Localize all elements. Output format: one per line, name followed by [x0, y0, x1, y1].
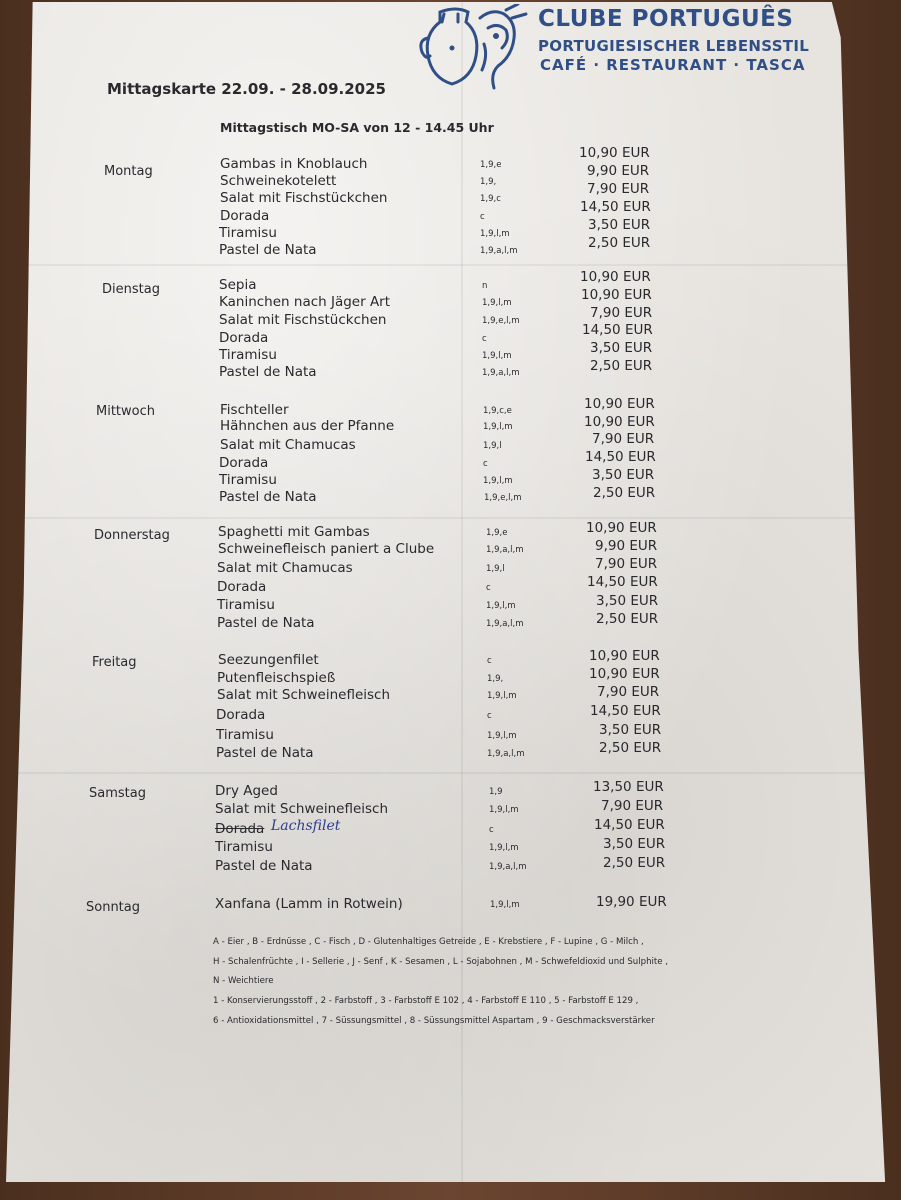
additive-legend-line: 1 - Konservierungsstoff , 2 - Farbstoff , 3 - Farbstoff E 102 , 4 - Farbstoff E 110 , 5 - Farbstoff E 129 , — [213, 996, 639, 1006]
dish-name: Sepia — [219, 277, 257, 293]
dish-name: Schweinekotelett — [220, 173, 337, 189]
brand-services: CAFÉ · RESTAURANT · TASCA — [540, 56, 806, 74]
dish-price: 7,90 EUR — [595, 556, 658, 572]
allergen-codes: 1,9,e — [480, 160, 502, 170]
allergen-codes: c — [482, 334, 487, 344]
dish-name: Tiramisu — [219, 225, 277, 241]
dish-name: Schweinefleisch paniert a Clube — [218, 541, 435, 557]
dish-name: Dorada — [219, 455, 269, 471]
allergen-codes: 1,9,l,m — [480, 229, 510, 239]
allergen-codes: 1,9,a,l,m — [486, 545, 524, 555]
dish-price: 7,90 EUR — [592, 431, 655, 447]
dish-price: 14,50 EUR — [594, 817, 665, 833]
allergen-codes: 1,9,e,l,m — [482, 316, 520, 326]
dish-price: 10,90 EUR — [584, 414, 655, 430]
dish-price: 9,90 EUR — [587, 163, 650, 179]
allergen-codes: 1,9 — [489, 787, 503, 797]
dish-price: 14,50 EUR — [582, 322, 653, 338]
dish-name-struck: Dorada — [215, 821, 265, 837]
allergen-codes: 1,9,l,m — [483, 422, 513, 432]
day-label: Freitag — [92, 655, 137, 670]
dish-price: 2,50 EUR — [596, 611, 659, 627]
dish-price: 14,50 EUR — [590, 703, 661, 719]
allergen-codes: 1,9,a,l,m — [489, 862, 527, 872]
allergen-codes: 1,9,l,m — [482, 351, 512, 361]
dish-name: Tiramisu — [219, 472, 277, 488]
dish-name: Tiramisu — [217, 597, 275, 613]
dish-name: Salat mit Schweinefleisch — [215, 801, 389, 817]
jug-and-cork-logo-icon — [418, 4, 530, 92]
dish-price: 9,90 EUR — [595, 538, 658, 554]
dish-name: Salat mit Fischstückchen — [219, 312, 387, 328]
dish-price: 19,90 EUR — [596, 894, 667, 910]
dish-price: 7,90 EUR — [587, 181, 650, 197]
dish-name: Pastel de Nata — [219, 364, 317, 380]
dish-name: Tiramisu — [219, 347, 277, 363]
dish-price: 2,50 EUR — [593, 485, 656, 501]
dish-price: 10,90 EUR — [579, 145, 650, 161]
allergen-codes: c — [486, 583, 491, 593]
day-label: Donnerstag — [94, 528, 170, 543]
dish-price: 13,50 EUR — [593, 779, 664, 795]
dish-name: Pastel de Nata — [219, 242, 317, 258]
dish-name: Dorada — [219, 330, 269, 346]
dish-name: Spaghetti mit Gambas — [218, 524, 370, 540]
dish-name: Dry Aged — [215, 783, 278, 799]
dish-price: 2,50 EUR — [590, 358, 653, 374]
dish-name: Fischteller — [220, 402, 289, 418]
dish-name: Salat mit Schweinefleisch — [217, 687, 391, 703]
dish-price: 3,50 EUR — [599, 722, 662, 738]
dish-price: 14,50 EUR — [587, 574, 658, 590]
allergen-codes: 1,9,l,m — [489, 805, 519, 815]
dish-name: Putenfleischspieß — [217, 670, 336, 686]
dish-price: 10,90 EUR — [580, 269, 651, 285]
allergen-codes: c — [483, 459, 488, 469]
dish-name: Pastel de Nata — [217, 615, 315, 631]
dish-name: Dorada — [217, 579, 267, 595]
allergen-legend-line: N - Weichtiere — [213, 976, 274, 986]
dish-name: Pastel de Nata — [215, 858, 313, 874]
dish-name: Xanfana (Lamm in Rotwein) — [215, 896, 403, 912]
allergen-codes: 1,9,l,m — [487, 691, 517, 701]
allergen-codes: 1,9,l,m — [482, 298, 512, 308]
allergen-codes: c — [487, 656, 492, 666]
allergen-codes: 1,9,c — [480, 194, 501, 204]
allergen-codes: c — [489, 825, 494, 835]
dish-name: Dorada — [216, 707, 266, 723]
dish-name: Salat mit Fischstückchen — [220, 190, 388, 206]
allergen-codes: 1,9,l,m — [483, 476, 513, 486]
dish-name: Salat mit Chamucas — [217, 560, 353, 576]
menu-subtitle: Mittagstisch MO-SA von 12 - 14.45 Uhr — [220, 120, 494, 135]
dish-price: 3,50 EUR — [588, 217, 651, 233]
dish-price: 10,90 EUR — [586, 520, 657, 536]
dish-price: 14,50 EUR — [585, 449, 656, 465]
allergen-codes: 1,9,a,l,m — [486, 619, 524, 629]
allergen-codes: 1,9,e,l,m — [484, 493, 522, 503]
dish-price: 14,50 EUR — [580, 199, 651, 215]
dish-name: Hähnchen aus der Pfanne — [220, 418, 395, 434]
day-label: Dienstag — [102, 282, 160, 297]
dish-name: Dorada — [220, 208, 270, 224]
allergen-codes: 1,9,e — [486, 528, 508, 538]
brand-name: CLUBE PORTUGUÊS — [538, 6, 794, 32]
dish-price: 10,90 EUR — [584, 396, 655, 412]
allergen-codes: 1,9,c,e — [483, 406, 512, 416]
dish-price: 2,50 EUR — [588, 235, 651, 251]
allergen-codes: c — [480, 212, 485, 222]
brand-tagline: PORTUGIESISCHER LEBENSSTIL — [538, 37, 810, 55]
dish-price: 2,50 EUR — [599, 740, 662, 756]
dish-name: Tiramisu — [215, 839, 273, 855]
allergen-codes: 1,9,l — [486, 564, 505, 574]
allergen-codes: 1,9,l — [483, 441, 502, 451]
dish-price: 10,90 EUR — [589, 648, 660, 664]
additive-legend-line: 6 - Antioxidationsmittel , 7 - Süssungsmittel , 8 - Süssungsmittel Aspartam , 9 - Geschmacksverstärker — [213, 1016, 655, 1026]
dish-price: 2,50 EUR — [603, 855, 666, 871]
day-label: Montag — [104, 164, 153, 179]
allergen-legend-line: H - Schalenfrüchte , I - Sellerie , J - Senf , K - Sesamen , L - Sojabohnen , M - Schwefeldioxid und Sulphite , — [213, 957, 669, 967]
dish-price: 10,90 EUR — [581, 287, 652, 303]
allergen-codes: 1,9,l,m — [486, 601, 516, 611]
allergen-codes: 1,9,l,m — [487, 731, 517, 741]
allergen-codes: 1,9,a,l,m — [480, 246, 518, 256]
handwritten-correction: Lachsfilet — [271, 818, 341, 834]
dish-price: 3,50 EUR — [596, 593, 659, 609]
allergen-codes: 1,9, — [487, 674, 504, 684]
day-label: Samstag — [89, 786, 146, 801]
allergen-codes: 1,9,l,m — [490, 900, 520, 910]
dish-price: 3,50 EUR — [603, 836, 666, 852]
menu-title: Mittagskarte 22.09. - 28.09.2025 — [107, 80, 386, 98]
day-label: Sonntag — [86, 900, 140, 915]
dish-price: 3,50 EUR — [592, 467, 655, 483]
dish-name: Tiramisu — [216, 727, 274, 743]
dish-name: Pastel de Nata — [216, 745, 314, 761]
dish-price: 7,90 EUR — [590, 305, 653, 321]
allergen-codes: 1,9,a,l,m — [487, 749, 525, 759]
allergen-codes: c — [487, 711, 492, 721]
day-label: Mittwoch — [96, 404, 155, 419]
allergen-codes: 1,9, — [480, 177, 497, 187]
dish-name: Gambas in Knoblauch — [220, 156, 368, 172]
allergen-codes: 1,9,a,l,m — [482, 368, 520, 378]
dish-name: Seezungenfilet — [218, 652, 319, 668]
dish-price: 3,50 EUR — [590, 340, 653, 356]
dish-price: 7,90 EUR — [601, 798, 664, 814]
allergen-codes: n — [482, 281, 488, 291]
dish-name: Salat mit Chamucas — [220, 437, 356, 453]
dish-name: Pastel de Nata — [219, 489, 317, 505]
dish-price: 10,90 EUR — [589, 666, 660, 682]
allergen-codes: 1,9,l,m — [489, 843, 519, 853]
allergen-legend-line: A - Eier , B - Erdnüsse , C - Fisch , D - Glutenhaltiges Getreide , E - Krebstiere , F - Lupine , G - Milch , — [213, 937, 644, 947]
dish-name: Kaninchen nach Jäger Art — [219, 294, 391, 310]
dish-price: 7,90 EUR — [597, 684, 660, 700]
